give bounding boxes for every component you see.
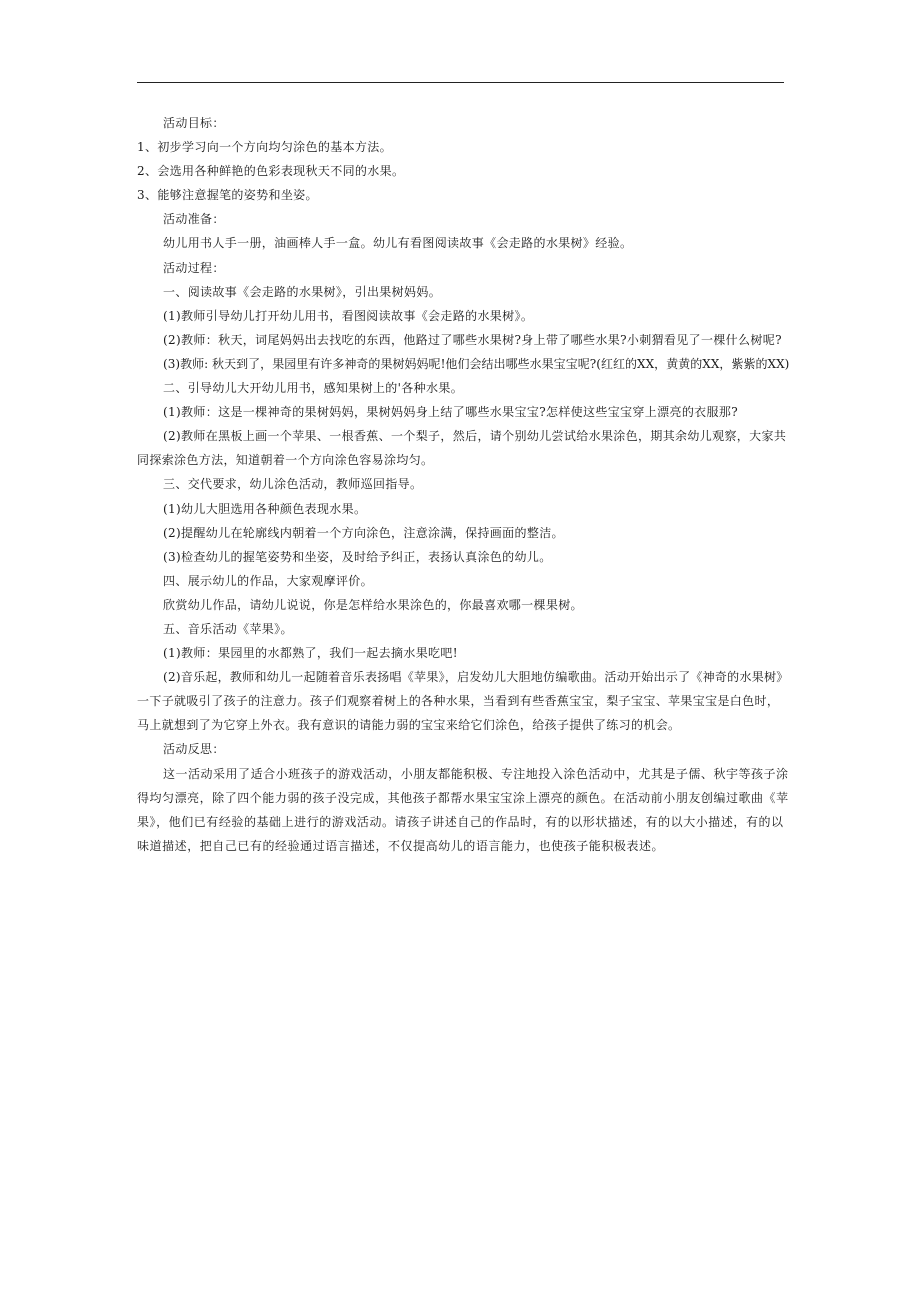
header-rule (137, 82, 784, 83)
reflection-line: 得均匀漂亮，除了四个能力弱的孩子没完成，其他孩子都帮水果宝宝涂上漂亮的颜色。在活动前小朋友创编过歌曲《苹 (137, 790, 789, 805)
text-line: 二、引导幼儿大开幼儿用书，感知果树上的'各种水果。 (163, 381, 464, 396)
text-line: 幼儿用书人手一册，油画棒人手一盒。幼儿有看图阅读故事《会走路的水果树》经验。 (163, 236, 633, 251)
text-line: 三、交代要求，幼儿涂色活动，教师巡回指导。 (163, 477, 423, 492)
reflection-line: 味道描述，把自己已有的经验通过语言描述，不仅提高幼儿的语言能力，也使孩子能积极表述。 (137, 838, 665, 853)
reflection-line: 果》，他们已有经验的基础上进行的游戏活动。请孩子讲述自己的作品时，有的以形状描述，有的以大小描述，有的以 (137, 814, 784, 829)
text-line: (2)教师：秋天，词尾妈妈出去找吃的东西，他路过了哪些水果树?身上带了哪些水果?小刺猬看见了一棵什么树呢? (163, 332, 782, 347)
text-line: (1)教师：果园里的水都熟了，我们一起去摘水果吃吧! (163, 646, 458, 661)
text-line: 活动目标： (163, 116, 225, 130)
text-line: (3)检查幼儿的握笔姿势和坐姿，及时给予纠正，表扬认真涂色的幼儿。 (163, 549, 552, 564)
text-line: (1)教师引导幼儿打开幼儿用书，看图阅读故事《会走路的水果树》。 (163, 308, 534, 323)
text-line: 五、音乐活动《苹果》。 (163, 621, 293, 636)
text-line: 一下子就吸引了孩子的注意力。孩子们观察着树上的各种水果，当看到有些香蕉宝宝，梨子宝宝、苹果宝宝是白色时， (137, 694, 780, 709)
text-line: (1)幼儿大胆选用各种颜色表现水果。 (163, 501, 367, 516)
text-line: 2、会选用各种鲜艳的色彩表现秋天不同的水果。 (137, 164, 405, 179)
text-line: (1)教师：这是一棵神奇的果树妈妈，果树妈妈身上结了哪些水果宝宝?怎样使这些宝宝穿上漂亮的衣服那? (163, 405, 739, 420)
text-line: 活动反思： (163, 742, 225, 757)
text-line: (2)提醒幼儿在轮廓线内朝着一个方向涂色，注意涂满，保持画面的整洁。 (163, 525, 564, 540)
document-body (137, 111, 790, 858)
text-line: 1、初步学习向一个方向均匀涂色的基本方法。 (137, 140, 392, 155)
text-line: (3)教师: 秋天到了，果园里有许多神奇的果树妈妈呢!他们会结出哪些水果宝宝呢?(红红的XX，黄黄的XX，紫紫的XX) (163, 356, 790, 371)
reflection-paragraph (137, 762, 787, 858)
text-line: 欣赏幼儿作品，请幼儿说说，你是怎样给水果涂色的，你最喜欢哪一棵果树。 (163, 597, 583, 612)
text-line: 一、阅读故事《会走路的水果树》，引出果树妈妈。 (163, 284, 442, 299)
text-line: (2)教师在黑板上画一个苹果、一根香蕉、一个梨子，然后，请个别幼儿尝试给水果涂色，期其余幼儿观察，大家共 (163, 429, 787, 444)
text-line: (2)音乐起，教师和幼儿一起随着音乐表扬唱《苹果》，启发幼儿大胆地仿编歌曲。活动开始出示了《神奇的水果树》 (163, 670, 789, 685)
reflection-line: 这一活动采用了适合小班孩子的游戏活动，小朋友都能积极、专注地投入涂色活动中，尤其是子儒、秋宇等孩子涂 (163, 766, 789, 781)
text-line: 同探索涂色方法，知道朝着一个方向涂色容易涂均匀。 (137, 453, 434, 468)
text-line: 活动过程： (163, 260, 225, 275)
activity-section (137, 111, 790, 762)
text-line: 马上就想到了为它穿上外衣。我有意识的请能力弱的宝宝来给它们涂色，给孩子提供了练习的机会。 (137, 718, 681, 733)
text-line: 四、展示幼儿的作品，大家观摩评价。 (163, 573, 373, 588)
text-line: 活动准备： (163, 212, 225, 227)
text-line: 3、能够注意握笔的姿势和坐姿。 (137, 188, 318, 203)
